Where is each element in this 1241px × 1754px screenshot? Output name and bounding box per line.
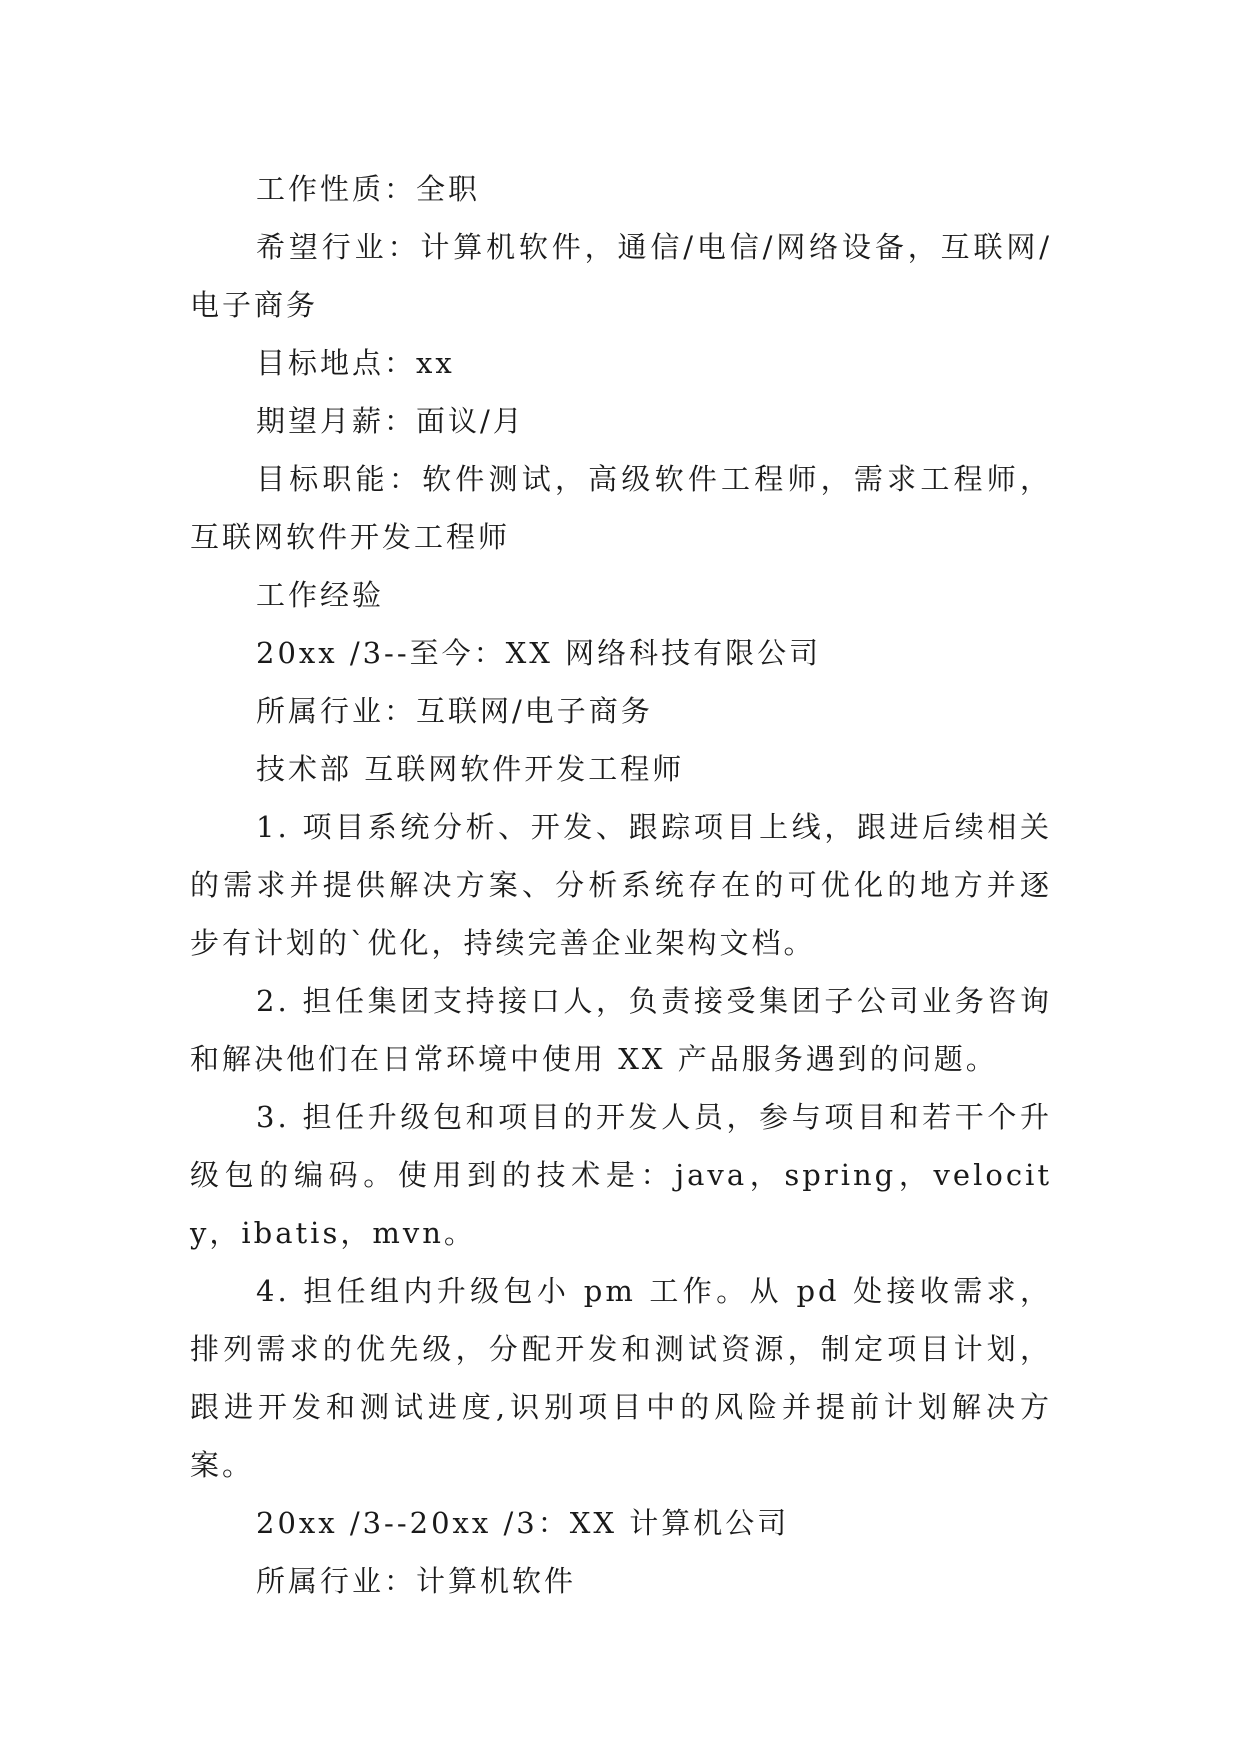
job1-industry: 所属行业：互联网/电子商务: [256, 694, 653, 728]
job1-duty-1: 1. 项目系统分析、开发、跟踪项目上线，跟进后续相关的需求并提供解决方案、分析系统存在的可优化的地方并逐步有计划的`优化，持续完善企业架构文档。: [190, 810, 1052, 960]
job1-period-company: 20xx /3--至今：XX 网络科技有限公司: [256, 636, 822, 670]
job1-duty-3: 3. 担任升级包和项目的开发人员，参与项目和若干个升级包的编码。使用到的技术是：java，spring，velocity，ibatis，mvn。: [190, 1100, 1052, 1250]
job1-duty-2: 2. 担任集团支持接口人，负责接受集团子公司业务咨询和解决他们在日常环境中使用 XX 产品服务遇到的问题。: [190, 984, 1052, 1076]
job2-period-company: 20xx /3--20xx /3：XX 计算机公司: [256, 1506, 790, 1540]
desired-industry: 希望行业：计算机软件，通信/电信/网络设备，互联网/电子商务: [190, 230, 1052, 322]
job2-industry: 所属行业：计算机软件: [256, 1564, 577, 1598]
work-experience-heading: 工作经验: [256, 578, 385, 612]
resume-page: [190, 160, 1052, 1610]
target-function: 目标职能：软件测试，高级软件工程师，需求工程师，互联网软件开发工程师: [190, 462, 1052, 554]
job1-department-title: 技术部 互联网软件开发工程师: [256, 752, 685, 786]
job-type: 工作性质：全职: [256, 172, 481, 206]
expected-salary: 期望月薪：面议/月: [256, 404, 525, 438]
target-location: 目标地点：xx: [256, 346, 455, 380]
job1-duty-4: 4. 担任组内升级包小 pm 工作。从 pd 处接收需求，排列需求的优先级，分配开发和测试资源，制定项目计划，跟进开发和测试进度,识别项目中的风险并提前计划解决方案。: [190, 1274, 1052, 1482]
